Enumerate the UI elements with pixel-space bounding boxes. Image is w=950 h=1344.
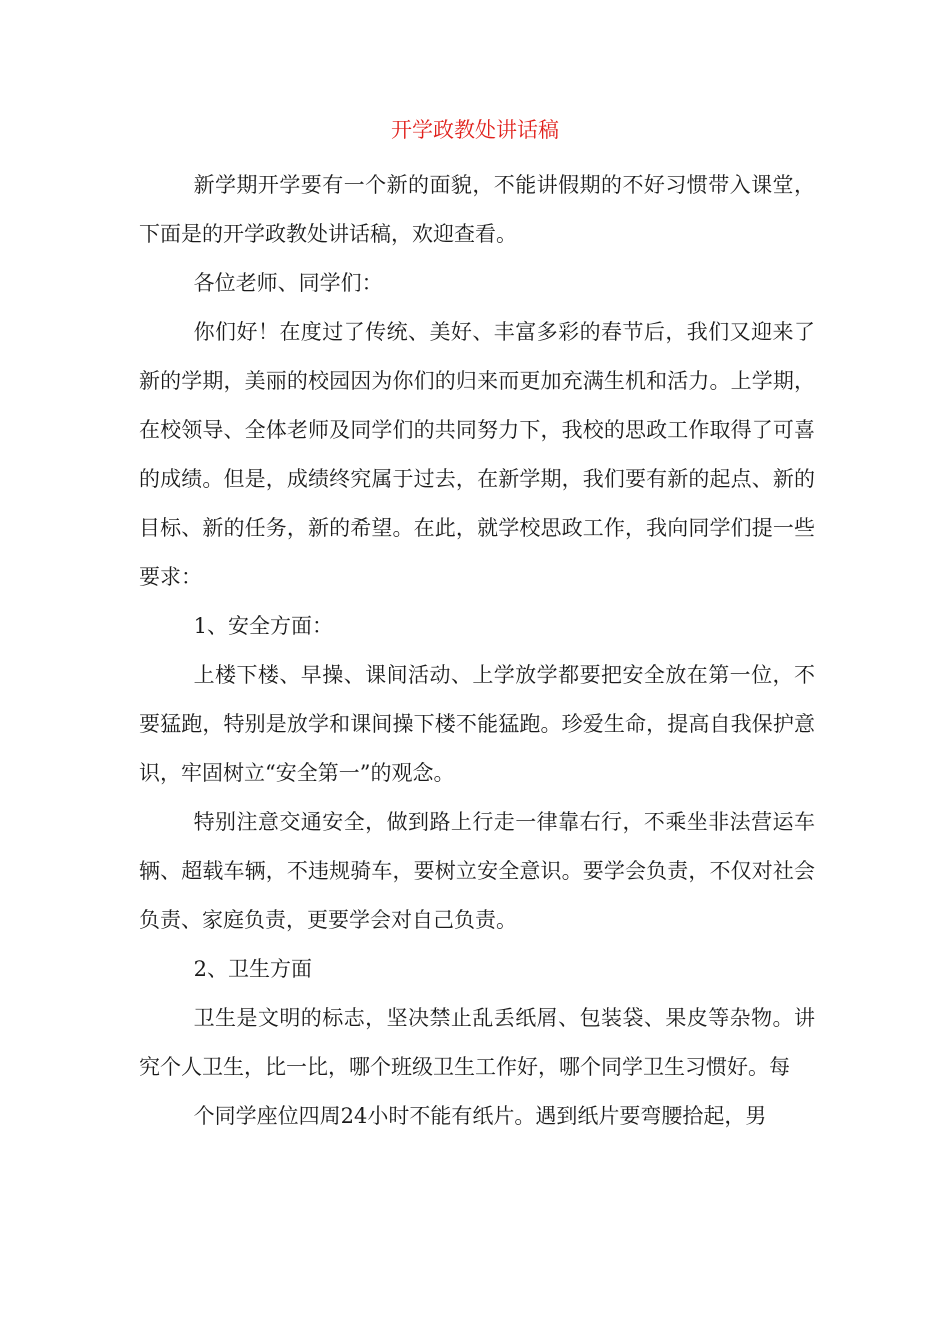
paragraph-greeting: 各位老师、同学们： [193, 271, 383, 295]
section-heading-safety: 1、安全方面： [193, 614, 333, 638]
paragraph-hygiene-civility: 卫生是文明的标志，坚决禁止乱丢纸屑、包装袋、果皮等杂物。讲究个人卫生，比一比，哪个班级卫生工作好，哪个同学卫生习惯好。每 [139, 1006, 815, 1079]
paragraph-intro: 新学期开学要有一个新的面貌，不能讲假期的不好习惯带入课堂，下面是的开学政教处讲话稿，欢迎查看。 [139, 173, 815, 246]
paragraph-hygiene-seats: 个同学座位四周24小时不能有纸片。遇到纸片要弯腰拾起，男 [193, 1104, 767, 1128]
paragraph-opening: 你们好！在度过了传统、美好、丰富多彩的春节后，我们又迎来了新的学期，美丽的校园因为你们的归来而更加充满生机和活力。上学期，在校领导、全体老师及同学们的共同努力下，我校的思政工作取得了可喜的成绩。但是，成绩终究属于过去，在新学期，我们要有新的起点、新的目标、新的任务，新的希望。在此，就学校思政工作，我向同学们提一些要求： [139, 320, 815, 589]
paragraph-safety-traffic: 特别注意交通安全，做到路上行走一律靠右行，不乘坐非法营运车辆、超载车辆，不违规骑车，要树立安全意识。要学会负责，不仅对社会负责、家庭负责，更要学会对自己负责。 [139, 810, 815, 932]
document-title: 开学政教处讲话稿 [391, 118, 559, 142]
document-body [139, 161, 815, 1141]
paragraph-safety-stairs: 上楼下楼、早操、课间活动、上学放学都要把安全放在第一位，不要猛跑，特别是放学和课间操下楼不能猛跑。珍爱生命，提高自我保护意识，牢固树立“安全第一”的观念。 [139, 663, 815, 785]
section-heading-hygiene: 2、卫生方面 [193, 957, 312, 981]
